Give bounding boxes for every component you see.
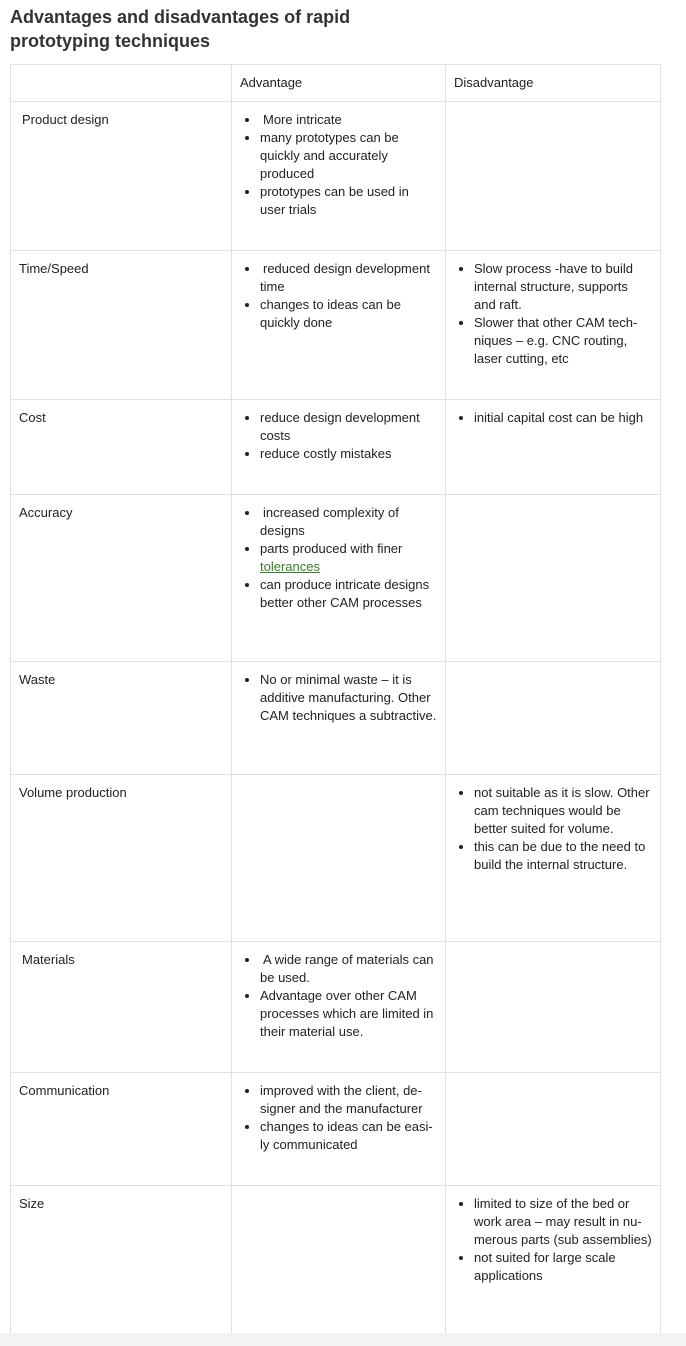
advantage-cell [232,1186,446,1335]
table-row [11,102,661,251]
advantage-list [240,504,437,612]
advantage-cell [232,942,446,1073]
advantage-list [240,1082,437,1154]
advantage-list [240,409,437,463]
advantage-cell [232,1073,446,1186]
list-item: • prototypes can be used in user trials [260,183,437,219]
list-item: • initial capital cost can be high [474,409,652,427]
list-item: • No or minimal waste – it is additive manufacturing. Other CAM techniques a subtractive. [260,671,437,725]
disadvantage-cell [446,495,661,662]
row-label: Communication [11,1073,232,1186]
list-item: • increased complexity of designs [260,504,437,540]
list-item [260,540,437,576]
table-row [11,495,661,662]
list-item-text: parts produced with finer [260,541,403,556]
list-item: • this can be due to the need to build the internal structure. [474,838,652,874]
row-label: Product design [11,102,232,251]
row-label: Time/Speed [11,251,232,400]
list-item: • improved with the client, designer and the manufacturer [260,1082,437,1118]
disadvantage-list [454,409,652,427]
advantage-cell [232,662,446,775]
header-disadvantage: Disadvantage [446,65,661,102]
advantage-cell [232,775,446,942]
table-row [11,1073,661,1186]
disadvantage-cell [446,251,661,400]
row-label: Materials [11,942,232,1073]
disadvantage-list [454,1195,652,1285]
table-row [11,251,661,400]
tolerances-link[interactable]: tolerances [260,559,320,574]
list-item: • can produce intricate designs better other CAM processes [260,576,437,612]
list-item: • A wide range of materials can be used. [260,951,437,987]
advantage-cell [232,102,446,251]
list-item: • changes to ideas can be quickly done [260,296,437,332]
disadvantage-list [454,784,652,874]
list-item: • reduce design development costs [260,409,437,445]
list-item: • Advantage over other CAM processes which are limited in their material use. [260,987,437,1041]
advantage-list [240,260,437,332]
advantage-list [240,671,437,725]
disadvantage-cell [446,1073,661,1186]
row-label: Volume production [11,775,232,942]
table-row [11,942,661,1073]
row-label: Accuracy [11,495,232,662]
advantage-cell [232,495,446,662]
advantage-list [240,951,437,1041]
row-label: Waste [11,662,232,775]
list-item: • not suited for large scale applications [474,1249,652,1285]
disadvantage-cell [446,102,661,251]
page-bottom-strip [0,1333,686,1346]
advantage-cell [232,400,446,495]
disadvantage-cell [446,400,661,495]
table-row [11,775,661,942]
advantage-list [240,111,437,219]
list-item: • More intricate [260,111,437,129]
table-row [11,400,661,495]
disadvantage-cell [446,775,661,942]
list-item: • not suitable as it is slow. Other cam techniques would be better suited for volume. [474,784,652,838]
list-item: • Slower that other CAM techniques – e.g. CNC routing, laser cutting, etc [474,314,652,368]
table-row [11,1186,661,1335]
header-advantage: Advantage [232,65,446,102]
list-item: • reduced design development time [260,260,437,296]
list-item: • Slow process -have to build internal structure, supports and raft. [474,260,652,314]
row-label: Size [11,1186,232,1335]
row-label: Cost [11,400,232,495]
list-item: • reduce costly mistakes [260,445,437,463]
table-row [11,662,661,775]
disadvantage-cell [446,1186,661,1335]
page-title: Advantages and disadvantages of rapid prototyping techniques [10,7,351,51]
advantage-cell [232,251,446,400]
list-item: • changes to ideas can be easily communicated [260,1118,437,1154]
header-blank [11,65,232,102]
list-item: • many prototypes can be quickly and accurately produced [260,129,437,183]
list-item: • limited to size of the bed or work area – may result in numerous parts (sub assemblies) [474,1195,652,1249]
disadvantage-list [454,260,652,368]
header-row [11,65,661,102]
disadvantage-cell [446,942,661,1073]
disadvantage-cell [446,662,661,775]
comparison-table [10,64,661,1335]
